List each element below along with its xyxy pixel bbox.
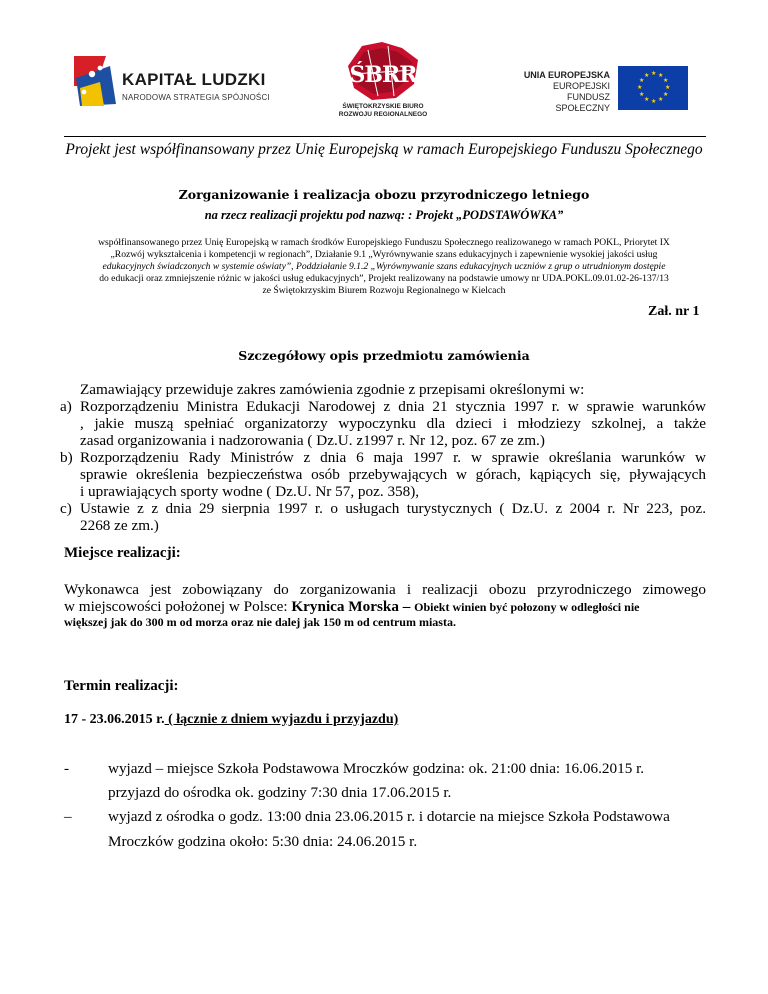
term-dates [64,712,398,728]
list-a-line-1: Rozporządzeniu Ministra Edukacji Narodowej z dnia 21 stycznia 1997 r. w sprawie warunków [80,398,706,415]
list-marker-c: c) [60,500,72,517]
travel-1-line-2: przyjazd do ośrodka ok. godziny 7:30 dnia 17.06.2015 r. [108,784,452,801]
funding-line-5: ze Świętokrzyskim Biurem Rozwoju Regionalnego w Kielcach [262,285,506,296]
travel-marker-1: - [64,760,70,777]
list-a-line-2: , jakie muszą spełniać organizatorzy wypoczynku dla dzieci i młodziezy szkolnej, a także [80,415,706,432]
sbrr-caption-1: ŚWIĘTOKRZYSKIE BIURO [342,103,424,110]
document-title: Zorganizowanie i realizacja obozu przyrodniczego letniego [178,187,590,202]
document-subtitle: na rzecz realizacji projektu pod nazwą: : Projekt „PODSTAWÓWKA” [204,208,564,222]
header-rule [64,136,706,137]
svg-text:★: ★ [637,84,643,91]
kapital-ludzki-title: KAPITAŁ LUDZKI [122,70,266,89]
funding-line-3: edukacyjnych świadczonych w systemie oświaty”, Poddziałanie 9.1.2 „Wyrównywanie szans edukacyjnych uczniów z grup o utrudnionym dostępie [102,261,666,272]
place-label: Miejsce realizacji: [64,545,181,561]
svg-text:★: ★ [651,98,657,105]
svg-text:★: ★ [665,84,671,91]
section-title: Szczegółowy opis przedmiotu zamówienia [238,348,530,363]
term-dates-value: 17 - 23.06.2015 r. [64,712,165,727]
place-line-2-start: w miejscowości położonej w Polsce: [64,598,292,615]
sbrr-caption-2: ROZWOJU REGIONALNEGO [338,111,428,118]
travel-marker-2: – [64,808,72,825]
place-dash: – [398,598,415,615]
place-line-3: większej jak do 300 m od morza oraz nie dalej jak 150 m od centrum miasta. [64,615,456,629]
cofinancing-note: Projekt jest współfinansowany przez Unię Europejską w ramach Europejskiego Funduszu Społecznego [65,141,703,158]
kapital-ludzki-subtitle: NARODOWA STRATEGIA SPÓJNOŚCI [122,93,270,102]
svg-text:★: ★ [639,91,645,98]
funding-line-4: do edukacji oraz zmniejszenie różnic w jakości usług edukacyjnych”, Projekt realizowany na podstawie umowy nr UDA.POKL.09.01.02-26-137/13 [99,273,669,284]
svg-text:★: ★ [651,70,657,77]
eu-caption-1: UNIA EUROPEJSKA [523,70,610,80]
kapital-ludzki-emblem-icon [70,48,118,110]
place-distance-note: Obiekt winien być połozony w odległości nie [414,600,640,614]
list-c-line-2: 2268 ze zm.) [80,517,159,534]
svg-text:★: ★ [644,72,650,79]
place-line-1: Wykonawca jest zobowiązany do zorganizowania i realizacji obozu przyrodniczego zimowego [64,581,706,598]
intro-text: Zamawiający przewiduje zakres zamówienia zgodnie z przepisami określonymi w: [80,381,585,398]
list-b-line-3: i uprawiających sporty wodne ( Dz.U. Nr 57, poz. 358), [80,483,420,500]
travel-2-line-1: wyjazd z ośrodka o godz. 13:00 dnia 23.06.2015 r. i dotarcie na miejsce Szkoła Podstawowa [108,808,670,825]
svg-text:★: ★ [644,96,650,103]
list-b-line-2: sprawie określenia bezpieczeństwa osób przebywających w górach, kąpiących się, pływających [80,466,706,483]
travel-2-line-2: Mroczków godzina około: 5:30 dnia: 24.06.2015 r. [108,833,418,850]
svg-text:★: ★ [658,96,664,103]
place-line-2 [64,598,706,616]
list-c-line-1: Ustawie z z dnia 29 sierpnia 1997 r. o usługach turystycznych ( Dz.U. z 2004 r. Nr 223, poz. [80,500,706,517]
list-a-line-3: zasad organizowania i nadzorowania ( Dz.U. z1997 r. Nr 12, poz. 67 ze zm.) [80,432,545,449]
svg-text:★: ★ [663,91,669,98]
svg-text:★: ★ [658,72,664,79]
sbrr-mark: ŚBRR [349,62,417,88]
sbrr-logo [338,40,428,122]
eu-caption-2: EUROPEJSKI [552,81,610,91]
list-marker-a: a) [60,398,72,415]
attachment-number: Zał. nr 1 [648,304,700,319]
funding-line-1: współfinansowanego przez Unię Europejską w ramach środków Europejskiego Funduszu Społecznego realizowanego w ramach POKL, Priorytet IX [98,237,670,248]
funding-line-2: „Rozwój wykształcenia i kompetencji w regionach”, Działanie 9.1 „Wyrównywanie szans edukacyjnych i zapewnienie wysokiej jakości usług [110,249,658,260]
travel-1-line-1: wyjazd – miejsce Szkoła Podstawowa Mroczków godzina: ok. 21:00 dnia: 16.06.2015 r. [108,760,645,777]
list-marker-b: b) [60,449,73,466]
svg-text:★: ★ [639,77,645,84]
eu-flag-icon [618,66,688,110]
eu-logo [520,66,692,113]
place-city: Krynica Morska [291,598,399,615]
kapital-ludzki-logo [70,48,270,112]
svg-text:★: ★ [663,77,669,84]
term-label: Termin realizacji: [64,678,179,694]
eu-caption-3: FUNDUSZ SPOŁECZNY [555,92,610,113]
list-b-line-1: Rozporządzeniu Rady Ministrów z dnia 6 maja 1997 r. w sprawie określania warunków w [80,449,706,466]
term-dates-note: ( łącznie z dniem wyjazdu i przyjazdu) [164,712,399,727]
